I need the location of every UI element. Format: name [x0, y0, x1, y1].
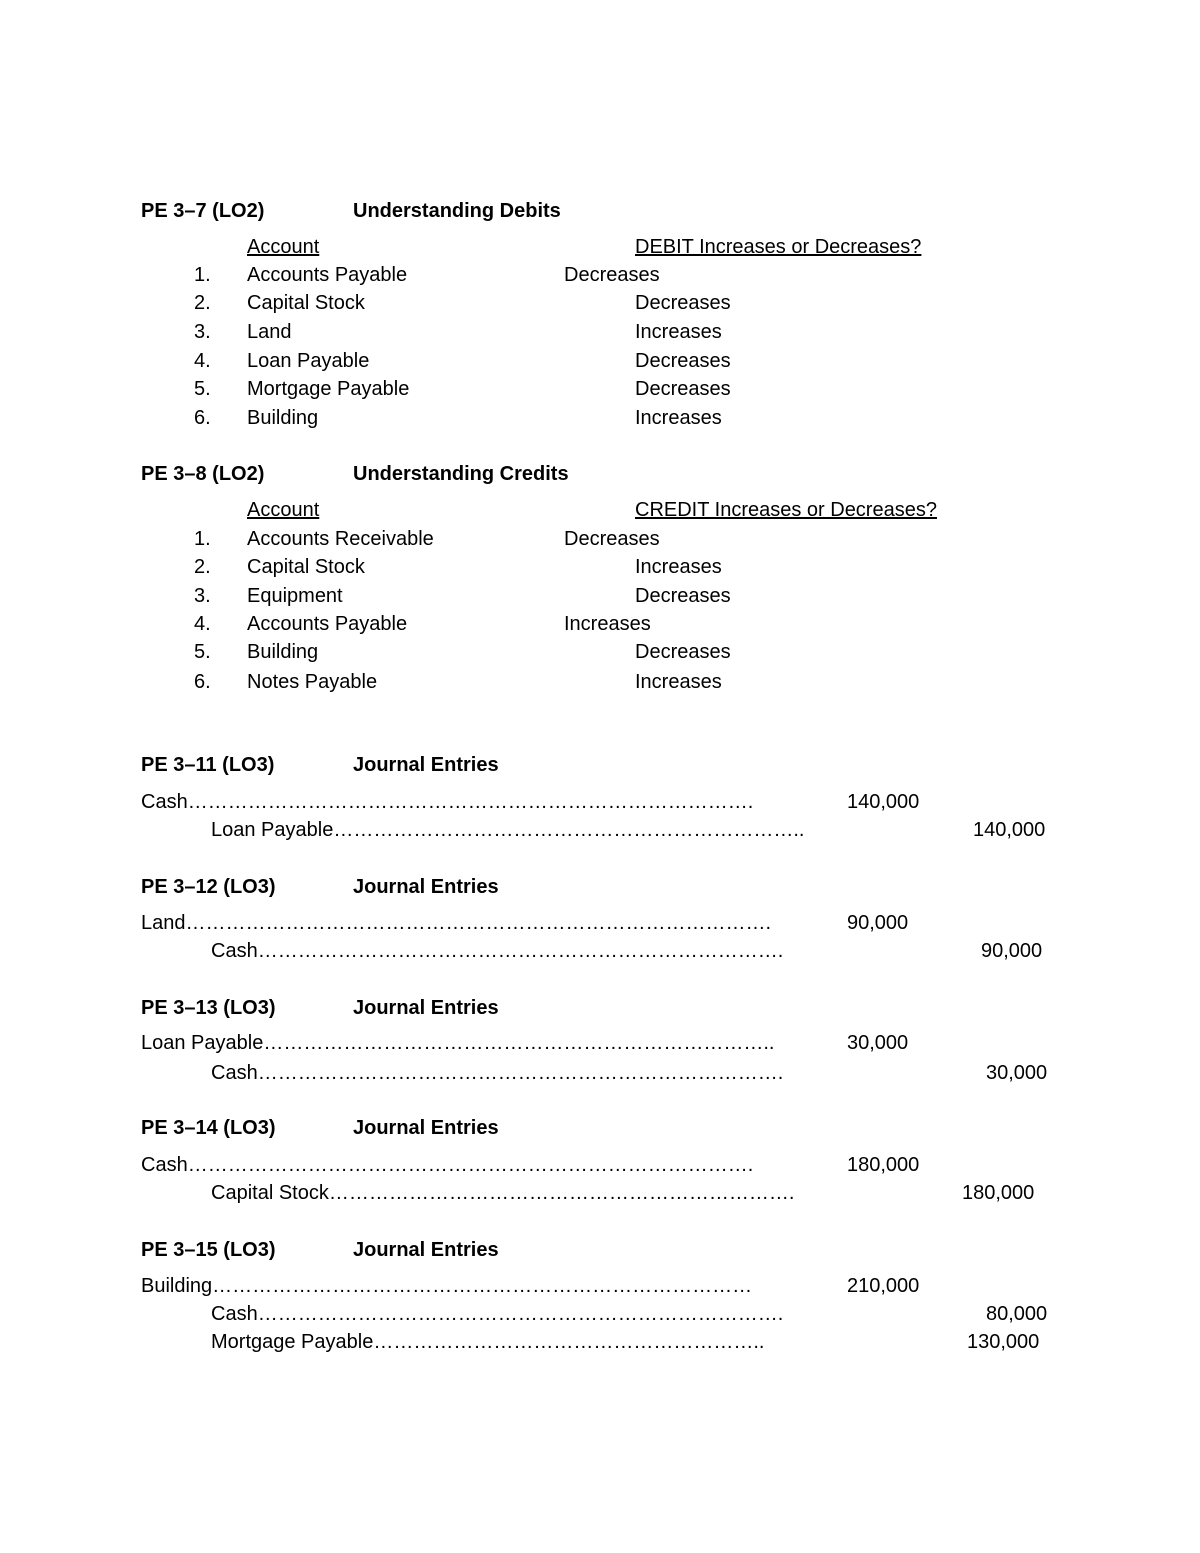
pe314-id: PE 3–14 (LO3) — [141, 1117, 276, 1139]
pe37-title: Understanding Debits — [353, 200, 561, 222]
list-item-number: 1. — [194, 528, 211, 550]
pe38-title: Understanding Credits — [353, 463, 569, 485]
journal-line-account: Cash……………………………………………………………………. — [211, 940, 784, 962]
list-item-number: 1. — [194, 264, 211, 286]
journal-line-account: Mortgage Payable………………………………………………….. — [211, 1331, 765, 1353]
list-item-account: Loan Payable — [247, 350, 370, 372]
list-item-effect: Increases — [635, 321, 722, 343]
journal-debit: 210,000 — [847, 1275, 920, 1297]
pe38-col-effect: CREDIT Increases or Decreases? — [635, 499, 937, 521]
pe38-col-account: Account — [247, 499, 320, 521]
pe37-col-account: Account — [247, 236, 320, 258]
list-item-number: 2. — [194, 556, 211, 578]
list-item-number: 4. — [194, 350, 211, 372]
list-item-account: Accounts Payable — [247, 613, 408, 635]
list-item-number: 5. — [194, 378, 211, 400]
journal-debit: 30,000 — [847, 1032, 909, 1054]
list-item-effect: Decreases — [635, 585, 731, 607]
list-item-effect: Increases — [635, 407, 722, 429]
list-item-account: Capital Stock — [247, 292, 365, 314]
list-item-effect: Decreases — [635, 378, 731, 400]
list-item-effect: Increases — [635, 556, 722, 578]
list-item-effect: Decreases — [564, 264, 660, 286]
journal-credit: 130,000 — [967, 1331, 1040, 1353]
journal-credit: 140,000 — [973, 819, 1046, 841]
journal-debit: 180,000 — [847, 1154, 920, 1176]
journal-credit: 80,000 — [986, 1303, 1048, 1325]
journal-line-account: Cash…………………………………………………………………………. — [141, 1154, 754, 1176]
journal-line-account: Cash……………………………………………………………………. — [211, 1303, 784, 1325]
list-item-effect: Increases — [564, 613, 651, 635]
list-item-effect: Decreases — [635, 292, 731, 314]
pe312-title: Journal Entries — [353, 876, 499, 898]
pe313-title: Journal Entries — [353, 997, 499, 1019]
list-item-number: 6. — [194, 671, 211, 693]
journal-line-account: Building……………………………………………………………………… — [141, 1275, 753, 1297]
list-item-account: Building — [247, 641, 319, 663]
pe38-id: PE 3–8 (LO2) — [141, 463, 265, 485]
pe315-title: Journal Entries — [353, 1239, 499, 1261]
list-item-account: Capital Stock — [247, 556, 365, 578]
list-item-account: Accounts Payable — [247, 264, 408, 286]
list-item-effect: Decreases — [635, 641, 731, 663]
pe37-id: PE 3–7 (LO2) — [141, 200, 265, 222]
list-item-account: Land — [247, 321, 292, 343]
list-item-account: Building — [247, 407, 319, 429]
journal-line-account: Cash……………………………………………………………………. — [211, 1062, 784, 1084]
list-item-account: Notes Payable — [247, 671, 378, 693]
list-item-number: 2. — [194, 292, 211, 314]
journal-line-account: Land……………………………………………………………………………. — [141, 912, 772, 934]
list-item-number: 3. — [194, 321, 211, 343]
journal-debit: 90,000 — [847, 912, 909, 934]
journal-debit: 140,000 — [847, 791, 920, 813]
list-item-number: 3. — [194, 585, 211, 607]
list-item-account: Mortgage Payable — [247, 378, 410, 400]
journal-credit: 90,000 — [981, 940, 1043, 962]
journal-credit: 180,000 — [962, 1182, 1035, 1204]
journal-line-account: Loan Payable…………………………………………………………….. — [211, 819, 805, 841]
list-item-number: 6. — [194, 407, 211, 429]
list-item-number: 5. — [194, 641, 211, 663]
pe311-title: Journal Entries — [353, 754, 499, 776]
list-item-effect: Decreases — [564, 528, 660, 550]
list-item-effect: Increases — [635, 671, 722, 693]
list-item-effect: Decreases — [635, 350, 731, 372]
pe314-title: Journal Entries — [353, 1117, 499, 1139]
journal-credit: 30,000 — [986, 1062, 1048, 1084]
list-item-number: 4. — [194, 613, 211, 635]
pe311-id: PE 3–11 (LO3) — [141, 754, 275, 776]
journal-line-account: Loan Payable………………………………………………………………….. — [141, 1032, 775, 1054]
list-item-account: Accounts Receivable — [247, 528, 434, 550]
pe315-id: PE 3–15 (LO3) — [141, 1239, 276, 1261]
pe312-id: PE 3–12 (LO3) — [141, 876, 276, 898]
pe313-id: PE 3–13 (LO3) — [141, 997, 276, 1019]
pe37-col-effect: DEBIT Increases or Decreases? — [635, 236, 922, 258]
journal-line-account: Capital Stock……………………………………………………………. — [211, 1182, 795, 1204]
journal-line-account: Cash…………………………………………………………………………. — [141, 791, 754, 813]
list-item-account: Equipment — [247, 585, 343, 607]
